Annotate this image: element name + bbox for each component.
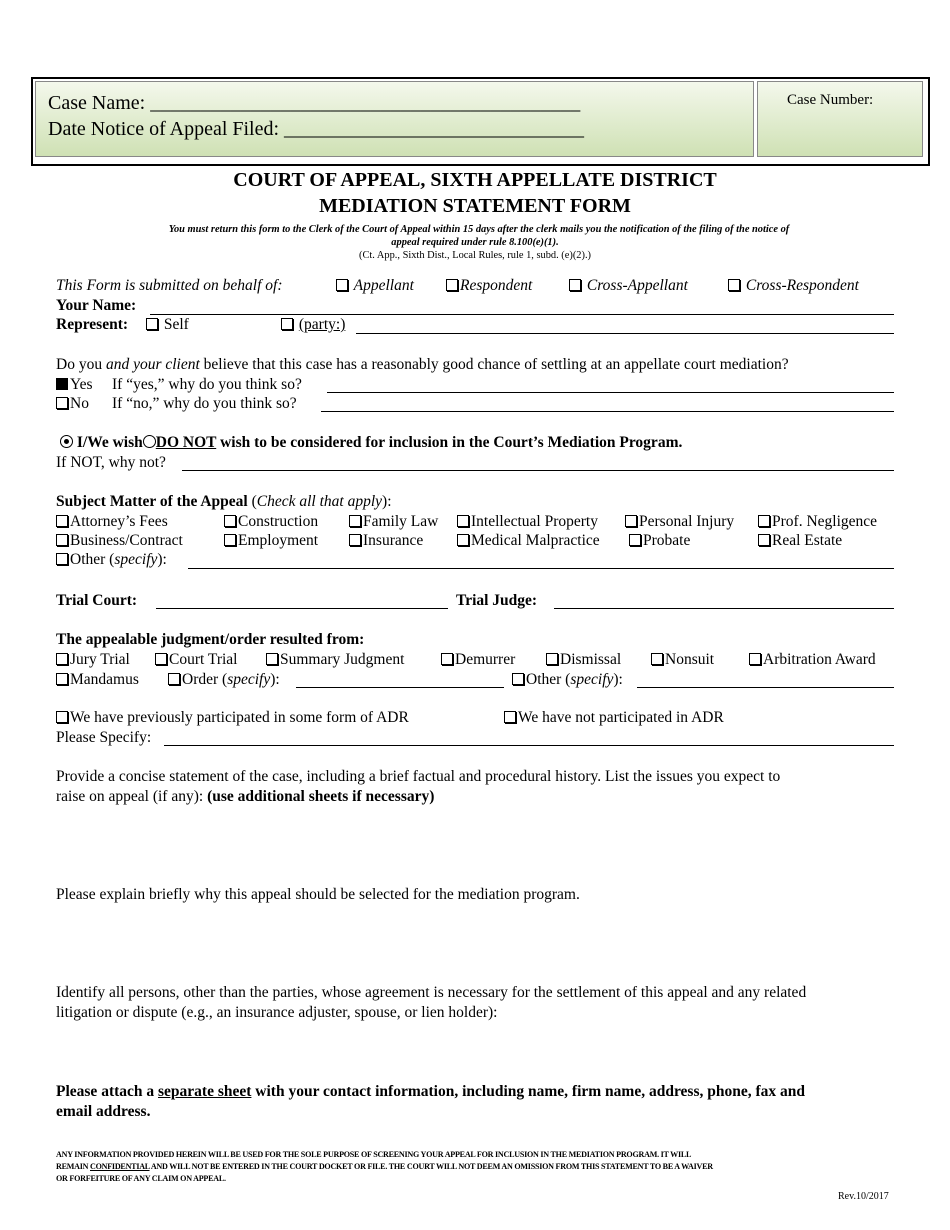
- adr-specify-line[interactable]: [164, 745, 894, 746]
- judgment-court-trial[interactable]: Court Trial: [155, 651, 237, 669]
- subject-family-law[interactable]: Family Law: [349, 513, 438, 531]
- trial-judge-label: Trial Judge:: [456, 592, 538, 609]
- checkbox-checked[interactable]: [56, 378, 68, 390]
- checkbox[interactable]: [758, 534, 770, 546]
- subject-insurance[interactable]: Insurance: [349, 532, 423, 550]
- subject-business-contract[interactable]: Business/Contract: [56, 532, 183, 550]
- wish-statement: I/We wish DO NOT wish to be considered for inclusion in the Court’s Mediation Program.: [60, 434, 682, 452]
- judgment-arbitration-award[interactable]: Arbitration Award: [749, 651, 876, 669]
- checkbox[interactable]: [56, 711, 68, 723]
- notice-date-field[interactable]: Date Notice of Appeal Filed: ______________________________: [48, 118, 585, 140]
- checkbox[interactable]: [457, 534, 469, 546]
- judgment-order[interactable]: Order (specify):: [168, 671, 280, 689]
- explain-prompt: Please explain briefly why this appeal should be selected for the mediation program.: [56, 886, 580, 903]
- checkbox[interactable]: [155, 653, 167, 665]
- subject-medical-malpractice[interactable]: Medical Malpractice: [457, 532, 600, 550]
- checkbox[interactable]: [56, 653, 68, 665]
- statement-line1: Provide a concise statement of the case, including a brief factual and procedural history. List the issues you expect to: [56, 768, 781, 785]
- behalf-cross-appellant[interactable]: Cross-Appellant: [569, 277, 688, 295]
- checkbox[interactable]: [349, 534, 361, 546]
- settle-yes-why: If “yes,” why do you think so?: [112, 376, 302, 393]
- checkbox[interactable]: [336, 279, 348, 291]
- adr-specify-label: Please Specify:: [56, 729, 152, 746]
- identify-line2: litigation or dispute (e.g., an insurance adjuster, spouse, or lien holder):: [56, 1004, 498, 1021]
- checkbox[interactable]: [349, 515, 361, 527]
- statement-answer-area[interactable]: [56, 812, 894, 882]
- checkbox[interactable]: [569, 279, 581, 291]
- identify-answer-area[interactable]: [56, 1028, 894, 1078]
- subject-other[interactable]: Other (specify):: [56, 551, 167, 569]
- judgment-nonsuit[interactable]: Nonsuit: [651, 651, 714, 669]
- checkbox[interactable]: [224, 515, 236, 527]
- subject-construction[interactable]: Construction: [224, 513, 318, 531]
- behalf-cross-respondent[interactable]: Cross-Respondent: [728, 277, 859, 295]
- yes-why-line[interactable]: [327, 392, 894, 393]
- checkbox[interactable]: [56, 397, 68, 409]
- represent-self[interactable]: Self: [146, 316, 189, 334]
- trial-court-label: Trial Court:: [56, 592, 138, 609]
- if-not-line[interactable]: [182, 470, 894, 471]
- behalf-appellant[interactable]: Appellant: [336, 277, 414, 295]
- judgment-other[interactable]: Other (specify):: [512, 671, 623, 689]
- checkbox[interactable]: [224, 534, 236, 546]
- judgment-jury-trial[interactable]: Jury Trial: [56, 651, 130, 669]
- checkbox[interactable]: [546, 653, 558, 665]
- subject-other-line[interactable]: [188, 568, 894, 569]
- instruction-line1: You must return this form to the Clerk of the Court of Appeal within 15 days after the clerk mails you the notification of the filing of the notice of: [168, 224, 790, 235]
- radio-do-not[interactable]: [143, 435, 156, 448]
- subject-personal-injury[interactable]: Personal Injury: [625, 513, 734, 531]
- checkbox[interactable]: [728, 279, 740, 291]
- footer-line3: OR FORFEITURE OF ANY CLAIM ON APPEAL.: [56, 1174, 226, 1183]
- instruction-line2: appeal required under rule 8.100(e)(1).: [391, 237, 559, 248]
- checkbox[interactable]: [281, 318, 293, 330]
- checkbox[interactable]: [56, 673, 68, 685]
- identify-line1: Identify all persons, other than the parties, whose agreement is necessary for the settlement of this appeal and any related: [56, 984, 807, 1001]
- checkbox[interactable]: [758, 515, 770, 527]
- attach-line1: Please attach a separate sheet with your contact information, including name, firm name, address, phone, fax and: [56, 1083, 806, 1100]
- trial-court-line[interactable]: [156, 608, 448, 609]
- subject-intellectual-property[interactable]: Intellectual Property: [457, 513, 598, 531]
- checkbox[interactable]: [504, 711, 516, 723]
- subject-real-estate[interactable]: Real Estate: [758, 532, 842, 550]
- represent-label: Represent:: [56, 316, 129, 333]
- checkbox[interactable]: [441, 653, 453, 665]
- checkbox[interactable]: [168, 673, 180, 685]
- adr-not[interactable]: We have not participated in ADR: [504, 709, 724, 727]
- footer-line2: REMAIN CONFIDENTIAL AND WILL NOT BE ENTERED IN THE COURT DOCKET OR FILE. THE COURT WILL NOT DEEM AN OMISSION FROM THIS STATEMENT TO BE A WAIVER: [56, 1162, 713, 1171]
- order-specify-line[interactable]: [296, 687, 504, 688]
- adr-previous[interactable]: We have previously participated in some form of ADR: [56, 709, 409, 727]
- checkbox[interactable]: [446, 279, 458, 291]
- subject-employment[interactable]: Employment: [224, 532, 318, 550]
- judgment-heading: The appealable judgment/order resulted from:: [56, 631, 365, 648]
- settle-yes[interactable]: Yes: [56, 376, 93, 394]
- judgment-dismissal[interactable]: Dismissal: [546, 651, 621, 669]
- represent-party[interactable]: (party:): [281, 316, 345, 334]
- revision-date: Rev.10/2017: [838, 1191, 889, 1202]
- party-line[interactable]: [356, 333, 894, 334]
- behalf-respondent[interactable]: Respondent: [446, 277, 532, 295]
- trial-judge-line[interactable]: [554, 608, 894, 609]
- judgment-mandamus[interactable]: Mandamus: [56, 671, 139, 689]
- checkbox[interactable]: [749, 653, 761, 665]
- court-title: COURT OF APPEAL, SIXTH APPELLATE DISTRICT: [233, 169, 717, 191]
- radio-wish[interactable]: [60, 435, 73, 448]
- judgment-demurrer[interactable]: Demurrer: [441, 651, 515, 669]
- subject-attorneys-fees[interactable]: Attorney’s Fees: [56, 513, 168, 531]
- checkbox[interactable]: [266, 653, 278, 665]
- statement-line2: raise on appeal (if any): (use additional sheets if necessary): [56, 788, 435, 805]
- checkbox[interactable]: [146, 318, 158, 330]
- if-not-label: If NOT, why not?: [56, 454, 166, 471]
- checkbox[interactable]: [651, 653, 663, 665]
- checkbox[interactable]: [56, 553, 68, 565]
- instruction-rule: (Ct. App., Sixth Dist., Local Rules, rule 1, subd. (e)(2).): [358, 250, 592, 261]
- footer-line1: ANY INFORMATION PROVIDED HEREIN WILL BE USED FOR THE SOLE PURPOSE OF SCREENING YOUR APPEAL FOR INCLUSION IN THE MEDIATION PROGRAM. IT WILL: [56, 1150, 692, 1159]
- no-why-line[interactable]: [321, 411, 894, 412]
- your-name-label: Your Name:: [56, 297, 137, 314]
- case-number-field[interactable]: Case Number:: [787, 92, 874, 108]
- settle-no-why: If “no,” why do you think so?: [112, 395, 297, 412]
- checkbox[interactable]: [457, 515, 469, 527]
- checkbox[interactable]: [512, 673, 524, 685]
- other-specify-line[interactable]: [637, 687, 894, 688]
- behalf-label: This Form is submitted on behalf of:: [56, 277, 283, 294]
- your-name-line[interactable]: [150, 314, 894, 315]
- checkbox[interactable]: [56, 515, 68, 527]
- subject-prof-negligence[interactable]: Prof. Negligence: [758, 513, 877, 531]
- checkbox[interactable]: [56, 534, 68, 546]
- explain-answer-area[interactable]: [56, 910, 894, 980]
- settle-question: Do you and your client believe that this case has a reasonably good chance of settling at an appellate court mediation?: [56, 356, 789, 373]
- subject-probate[interactable]: Probate: [629, 532, 690, 550]
- judgment-summary-judgment[interactable]: Summary Judgment: [266, 651, 404, 669]
- checkbox[interactable]: [625, 515, 637, 527]
- subject-heading: Subject Matter of the Appeal (Check all that apply):: [56, 493, 392, 510]
- case-name-field[interactable]: Case Name: ___________________________________________: [48, 92, 581, 114]
- checkbox[interactable]: [629, 534, 641, 546]
- attach-line2: email address.: [56, 1103, 151, 1120]
- settle-no[interactable]: No: [56, 395, 89, 413]
- form-title: MEDIATION STATEMENT FORM: [319, 195, 631, 217]
